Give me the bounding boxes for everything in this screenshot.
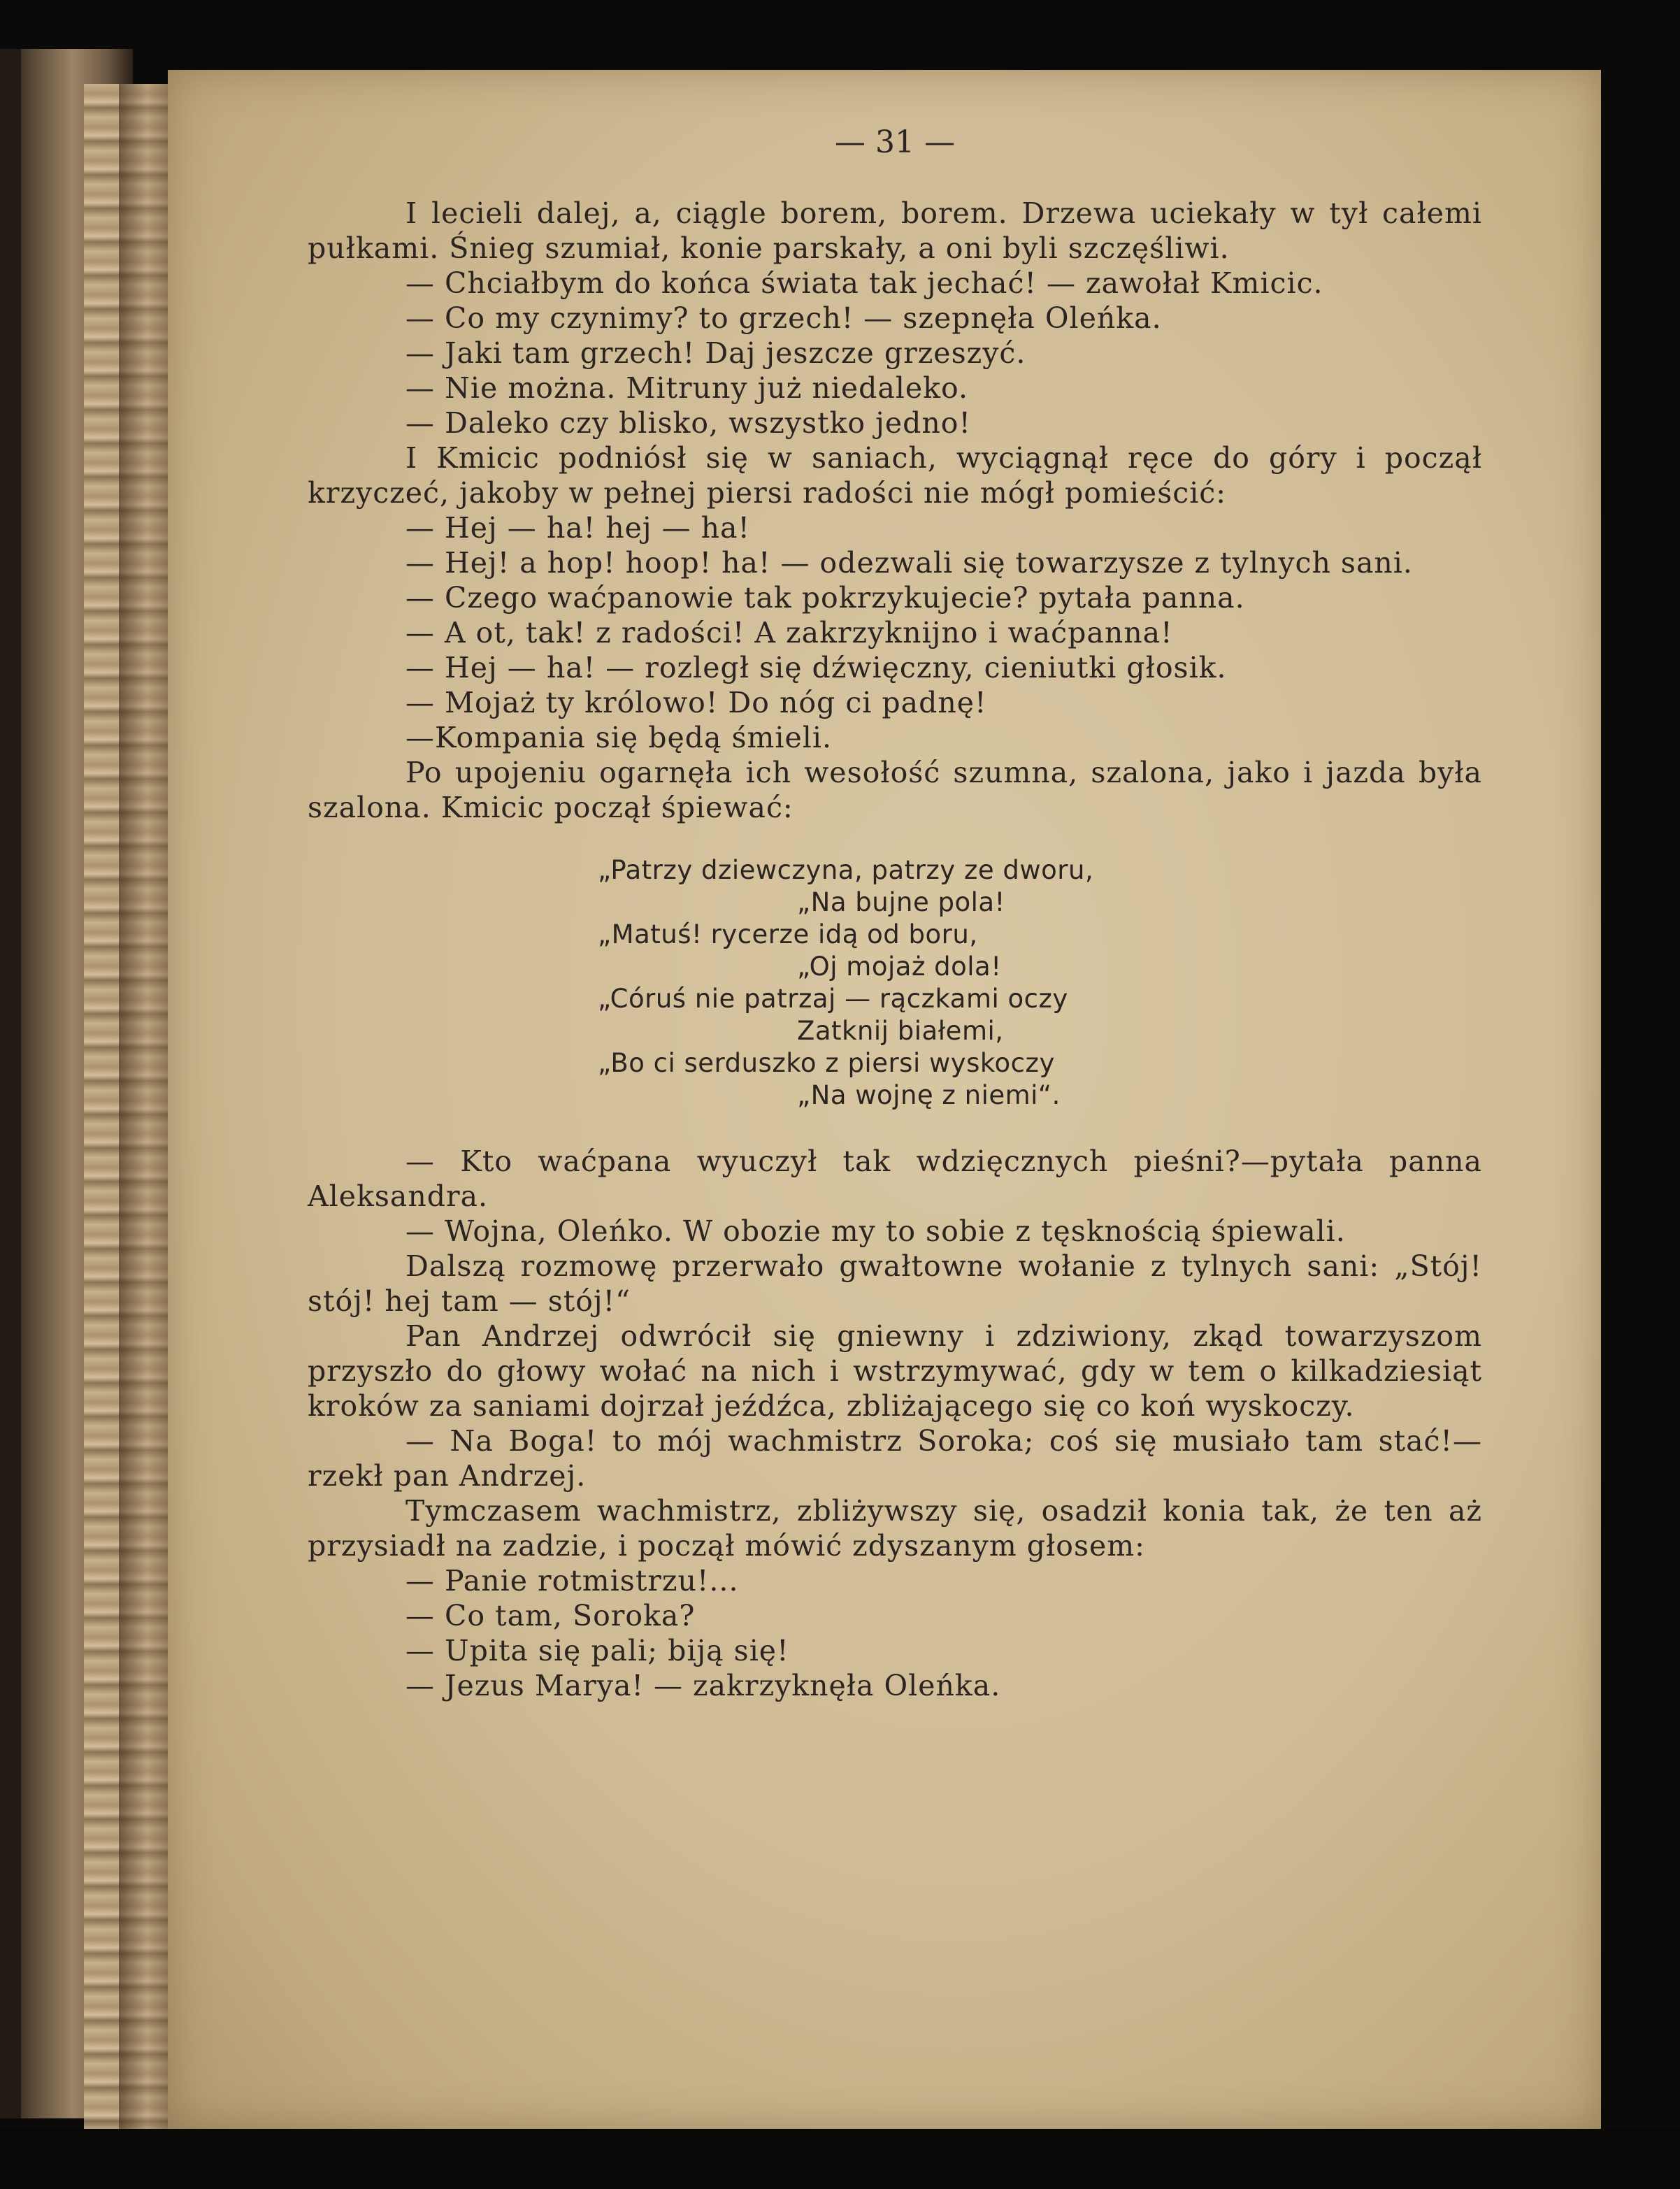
paragraph: — Upita się pali; biją się! — [405, 1634, 789, 1667]
paragraph: — Daleko czy blisko, wszystko jedno! — [405, 406, 971, 440]
paragraph: — Chciałbym do końca świata tak jechać! — zawołał Kmicic. — [405, 266, 1323, 300]
paragraph: — Panie rotmistrzu!... — [405, 1564, 739, 1598]
paragraph: — Wojna, Oleńko. W obozie my to sobie z tęsknością śpiewali. — [405, 1214, 1346, 1248]
paragraph: — Hej! a hop! hoop! ha! — odezwali się towarzysze z tylnych sani. — [405, 546, 1413, 580]
poem-line: „Na bujne pola! — [797, 887, 1005, 917]
paragraph: — Jezus Marya! — zakrzyknęła Oleńka. — [405, 1669, 1001, 1702]
paragraph: I Kmicic podniósł się w saniach, wyciągnął ręce do góry i począł krzyczeć, jakoby w pełnej piersi radości nie mógł pomieścić: — [308, 441, 1482, 510]
paragraph: — A ot, tak! z radości! A zakrzyknijno i waćpanna! — [405, 616, 1173, 649]
left-page-shadow — [0, 49, 21, 2118]
page-number: — 31 — — [835, 124, 955, 160]
paragraph: Dalszą rozmowę przerwało gwałtowne wołanie z tylnych sani: „Stój! stój! hej tam — stój!“ — [308, 1249, 1482, 1318]
paragraph: — Hej — ha! hej — ha! — [405, 511, 750, 545]
paragraph: — Co my czynimy? to grzech! — szepnęła Oleńka. — [405, 301, 1162, 335]
spine-shadow — [119, 84, 175, 2132]
paragraph: — Jaki tam grzech! Daj jeszcze grzeszyć. — [405, 336, 1026, 370]
poem-line: „Patrzy dziewczyna, patrzy ze dworu, — [598, 855, 1094, 885]
paragraph: Pan Andrzej odwrócił się gniewny i zdziwiony, zkąd towarzyszom przyszło do głowy wołać na nich i wstrzymywać, gdy w tem o kilkadziesiąt kroków za saniami dojrzał jeźdźca, zbliżającego się co koń wyskoczy. — [308, 1319, 1482, 1423]
paragraph: — Na Boga! to mój wachmistrz Soroka; coś się musiało tam stać!—rzekł pan Andrzej. — [308, 1424, 1482, 1493]
paragraph: — Kto waćpana wyuczył tak wdzięcznych pieśni?—pytała panna Aleksandra. — [308, 1144, 1482, 1213]
paragraph: Tymczasem wachmistrz, zbliżywszy się, osadził konia tak, że ten aż przysiadł na zadzie, i począł mówić zdyszanym głosem: — [308, 1494, 1482, 1563]
paragraph: I lecieli dalej, a, ciągle borem, borem. Drzewa uciekały w tył całemi pułkami. Śnieg szumiał, konie parskały, a oni byli szczęśliwi. — [308, 196, 1482, 265]
poem-line: „Matuś! rycerze idą od boru, — [598, 919, 978, 949]
paragraph: — Nie można. Mitruny już niedaleko. — [405, 371, 969, 405]
poem-line: „Oj mojaż dola! — [797, 952, 1002, 982]
paragraph: — Czego waćpanowie tak pokrzykujecie? pytała panna. — [405, 581, 1245, 615]
paragraph: — Mojaż ty królowo! Do nóg ci padnę! — [405, 686, 987, 719]
paragraph: — Hej — ha! — rozległ się dźwięczny, cieniutki głosik. — [405, 651, 1227, 684]
paragraph: —Kompania się będą śmieli. — [405, 721, 833, 754]
poem-line: „Na wojnę z niemi“. — [797, 1080, 1061, 1110]
poem-line: Zatknij białemi, — [797, 1016, 1004, 1046]
poem-line: „Bo ci serduszko z piersi wyskoczy — [598, 1048, 1055, 1078]
background-bottom — [0, 2129, 1680, 2189]
paragraph: — Co tam, Soroka? — [405, 1599, 696, 1632]
paragraph: Po upojeniu ogarnęła ich wesołość szumna, szalona, jako i jazda była szalona. Kmicic począł śpiewać: — [308, 756, 1482, 824]
text-top — [308, 196, 1482, 1703]
poem-line: „Córuś nie patrzaj — rączkami oczy — [598, 984, 1068, 1014]
poem — [598, 854, 1482, 1112]
